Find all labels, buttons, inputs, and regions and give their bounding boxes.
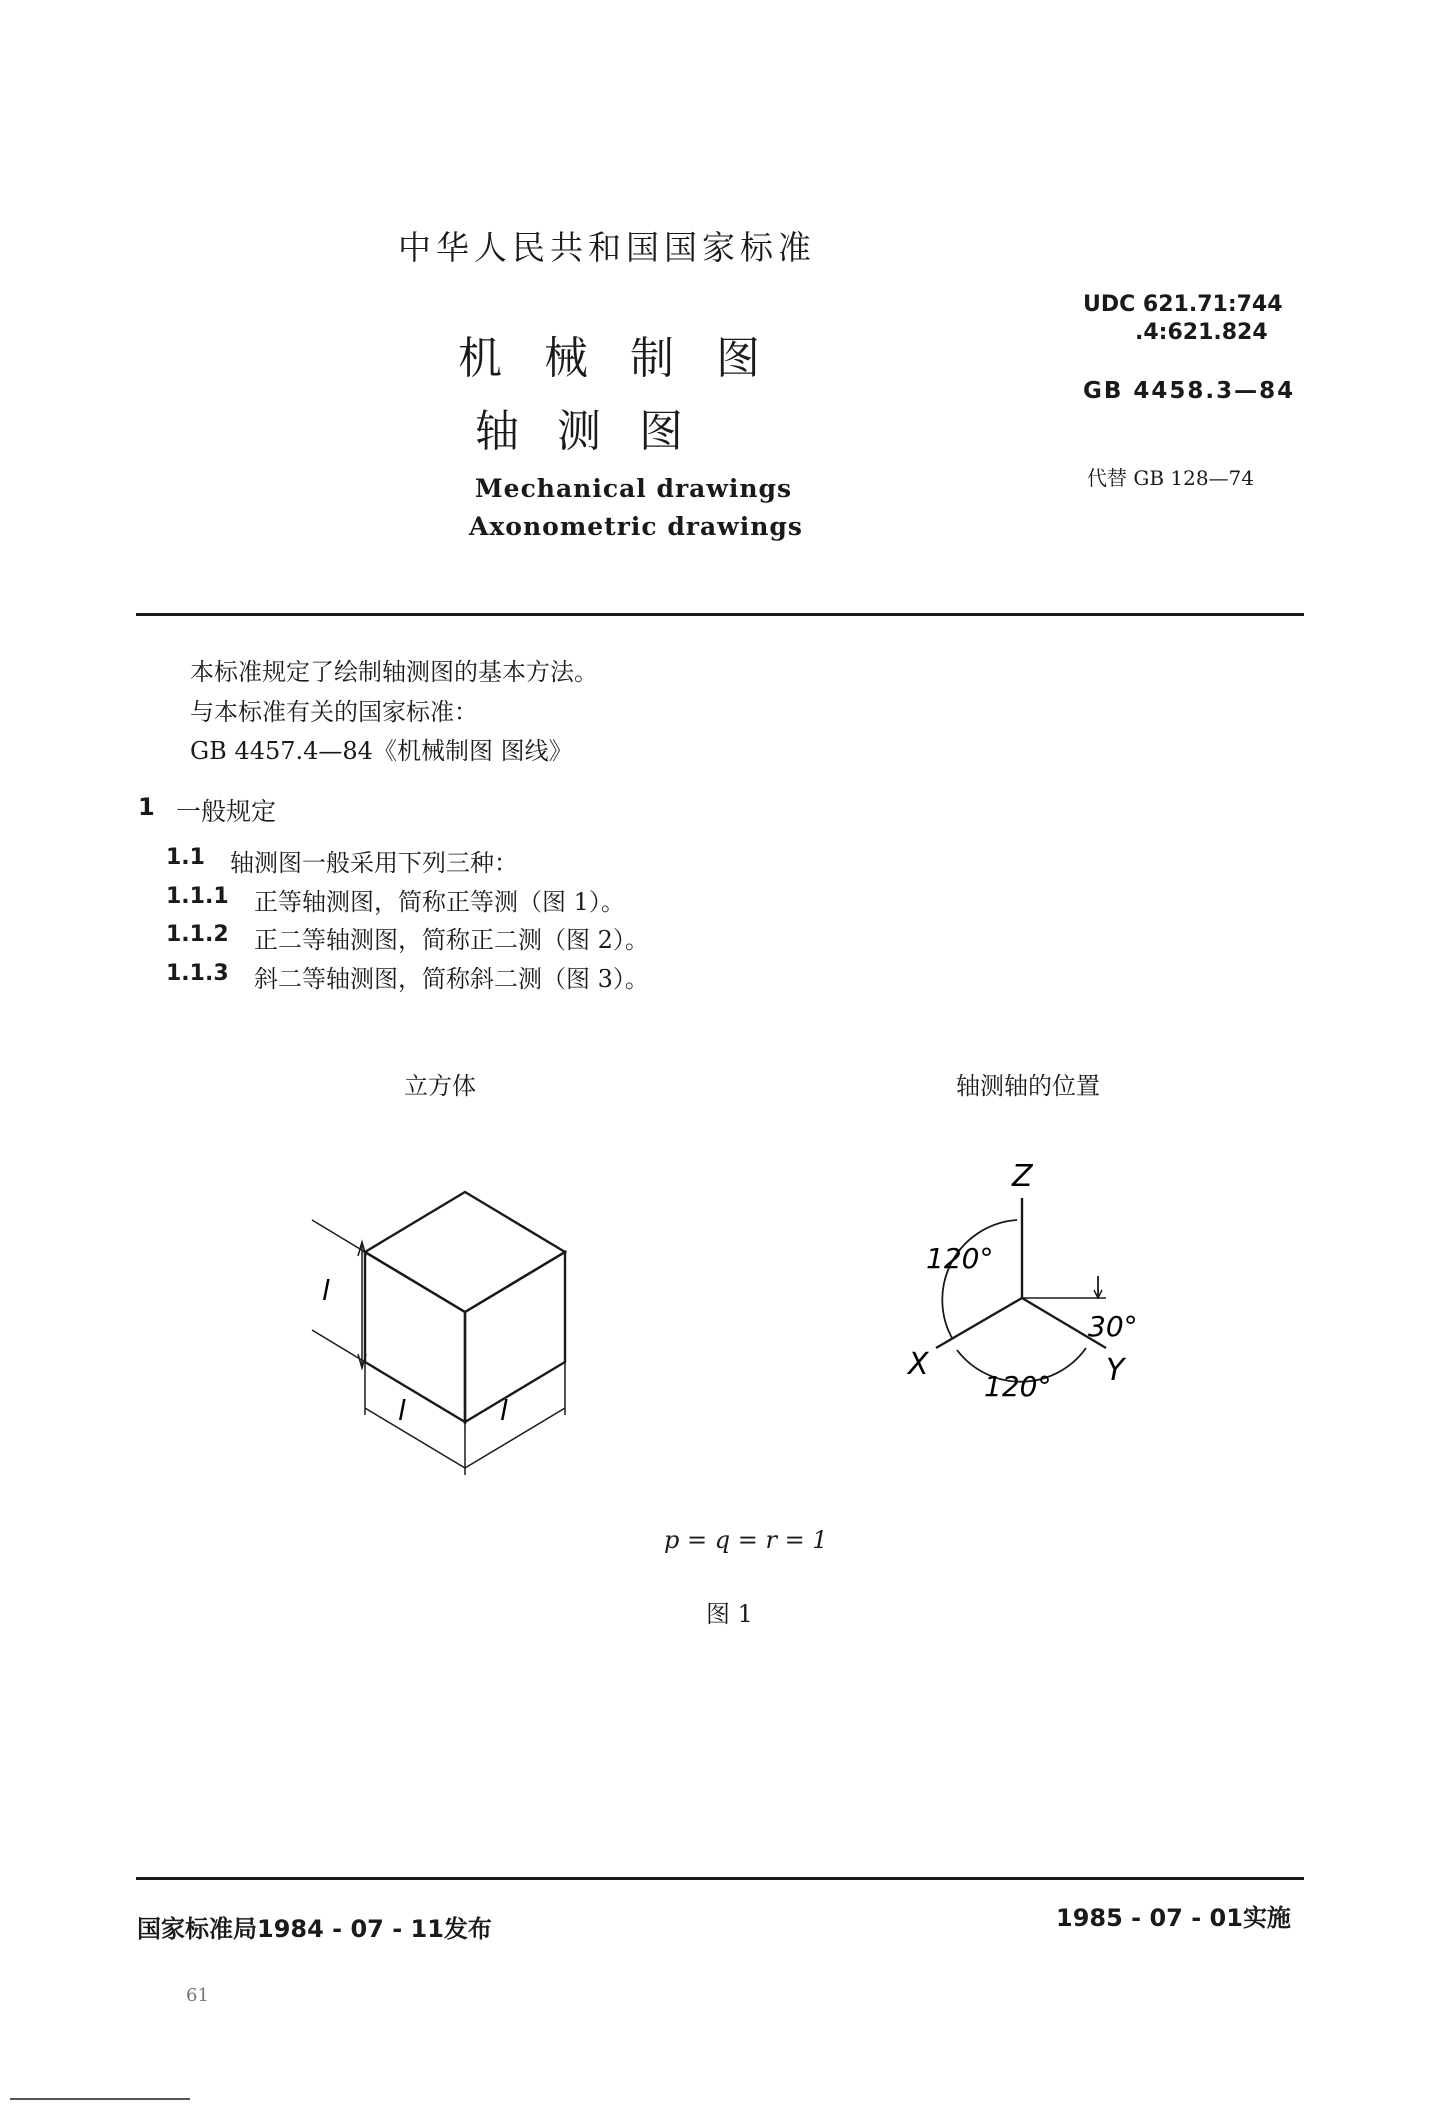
effective-date: 1985 - 07 - 01实施 [1056,1904,1291,1932]
item-text: 正等轴测图，简称正等测（图 1）。 [254,888,625,916]
title-cn-line2: 轴 测 图 [475,406,695,457]
replaces-note: 代替 GB 128—74 [1087,466,1255,490]
dimension-line-left [365,1408,465,1468]
title-cn-line1: 机 械 制 图 [458,333,774,384]
axis-y-label: Y [1106,1353,1125,1388]
angle-arc-top [942,1220,1017,1338]
item-text: 轴测图一般采用下列三种： [230,849,518,877]
item-text: 正二等轴测图，简称正二测（图 2）。 [254,926,649,954]
title-en-line2: Axonometric drawings [469,512,803,541]
issued-date: 国家标准局1984 - 07 - 11发布 [137,1915,492,1943]
section-number: 1 [138,793,155,821]
cube-top-face [365,1192,565,1312]
axes-caption: 轴测轴的位置 [956,1072,1100,1100]
header-divider [136,613,1304,616]
angle-label-bottom: 120° [984,1370,1052,1403]
cube-drawing [300,1170,590,1490]
title-en-line1: Mechanical drawings [475,474,793,503]
axis-x-label: X [908,1347,929,1382]
figure-label: 图 1 [706,1600,753,1628]
axis-z-label: Z [1012,1159,1033,1194]
intro-line3: GB 4457.4—84《机械制图 图线》 [190,737,573,765]
item-number: 1.1.3 [166,961,229,986]
cube-right-face [465,1252,565,1422]
item-number: 1.1.2 [166,922,229,947]
footer-divider [136,1877,1304,1880]
gb-number: GB 4458.3—84 [1083,378,1296,404]
intro-line1: 本标准规定了绘制轴测图的基本方法。 [190,658,598,686]
item-number: 1.1.1 [166,884,229,909]
section-title: 一般规定 [176,797,277,826]
dimension-line-right [465,1408,565,1468]
intro-line2: 与本标准有关的国家标准： [190,698,478,726]
angle-label-top: 120° [926,1242,994,1275]
x-axis-line [936,1298,1022,1348]
standard-country-heading: 中华人民共和国国家标准 [398,228,816,267]
dim-label-vertical: l [322,1274,330,1307]
udc-line1: UDC 621.71:744 [1083,292,1283,317]
item-text: 斜二等轴测图，简称斜二测（图 3）。 [254,965,649,993]
page-number: 61 [186,1985,209,2006]
dim-label-left: l [398,1394,406,1427]
cube-caption: 立方体 [404,1072,476,1100]
item-number: 1.1 [166,845,205,870]
scan-edge-mark [10,2098,190,2100]
axes-drawing [880,1140,1170,1410]
angle-label-right: 30° [1088,1310,1138,1343]
cube-left-face [365,1252,465,1422]
udc-line2: .4:621.824 [1135,320,1268,345]
dim-label-right: l [500,1394,508,1427]
formula: p = q = r = 1 [664,1526,828,1554]
